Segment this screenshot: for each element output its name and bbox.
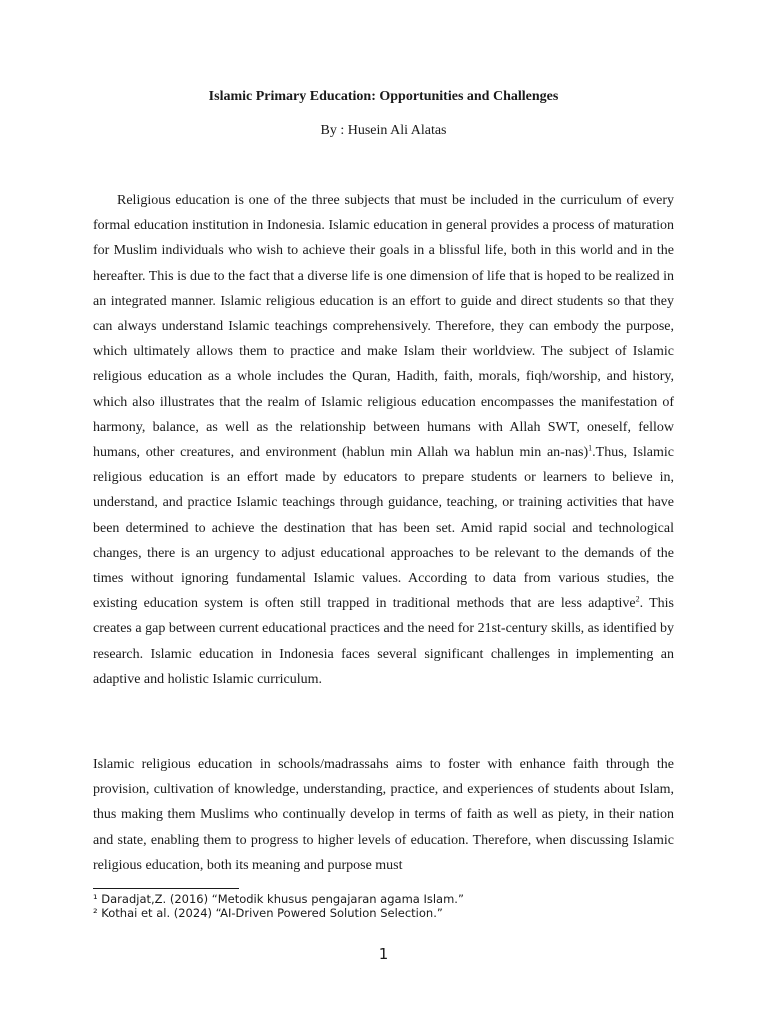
document-author: By : Husein Ali Alatas (320, 123, 447, 138)
footnote-2: ² Kothai et al. (2024) “AI-Driven Powered Solution Selection.” (93, 906, 443, 920)
footnotes (93, 892, 674, 920)
document-page (93, 0, 674, 1024)
body-paragraph-1 (93, 188, 674, 692)
footnote-separator (93, 888, 239, 889)
paragraph-1-text-c: . This creates a gap between current educational practices and the need for 21st-century skills, as identified by research. Islamic education in Indonesia faces several significant challenges in implementing an adaptive and holistic Islamic curriculum. (93, 596, 674, 687)
paragraph-1-text-a: Religious education is one of the three subjects that must be included in the curriculum of every formal education institution in Indonesia. Islamic education in general provides a process of maturation for Muslim individuals who wish to achieve their goals in a blissful life, both in this world and in the hereafter. This is due to the fact that a diverse life is one dimension of life that is hoped to be realized in an integrated manner. Islamic religious education is an effort to guide and direct students so that they can always understand Islamic teachings comprehensively. Therefore, they can embody the purpose, which ultimately allows them to practice and make Islam their worldview. The subject of Islamic religious education as a whole includes the Quran, Hadith, faith, morals, fiqh/worship, and history, which also illustrates that the realm of Islamic religious education encompasses the manifestation of harmony, balance, as well as the relationship between humans with Allah SWT, oneself, fellow humans, other creatures, and environment (hablun min Allah wa hablun min an-nas) (93, 193, 674, 461)
footnote-ref-1[interactable]: 1 (588, 443, 593, 453)
page-number: 1 (378, 945, 389, 963)
body-paragraph-2: Islamic religious education in schools/madrassahs aims to foster with enhance faith through the provision, cultivation of knowledge, understanding, practice, and experiences of students about Islam, thus making them Muslims who continually develop in terms of faith as well as piety, in their nation and state, enabling them to progress to higher levels of education. Therefore, when discussing Islamic religious education, both its meaning and purpose must (93, 757, 674, 873)
document-title: Islamic Primary Education: Opportunities and Challenges (208, 89, 559, 104)
paragraph-1-text-b: .Thus, Islamic religious education is an effort made by educators to prepare students or learners to believe in, understand, and practice Islamic teachings through guidance, teaching, or training activities that have been determined to achieve the destination that has been set. Amid rapid social and technological changes, there is an urgency to adjust educational approaches to be relevant to the demands of the times without ignoring fundamental Islamic values. According to data from various studies, the existing education system is often still trapped in traditional methods that are less adaptive (93, 445, 674, 612)
footnote-1: ¹ Daradjat,Z. (2016) “Metodik khusus pengajaran agama Islam.” (93, 892, 464, 906)
footnote-ref-2[interactable]: 2 (635, 594, 640, 604)
